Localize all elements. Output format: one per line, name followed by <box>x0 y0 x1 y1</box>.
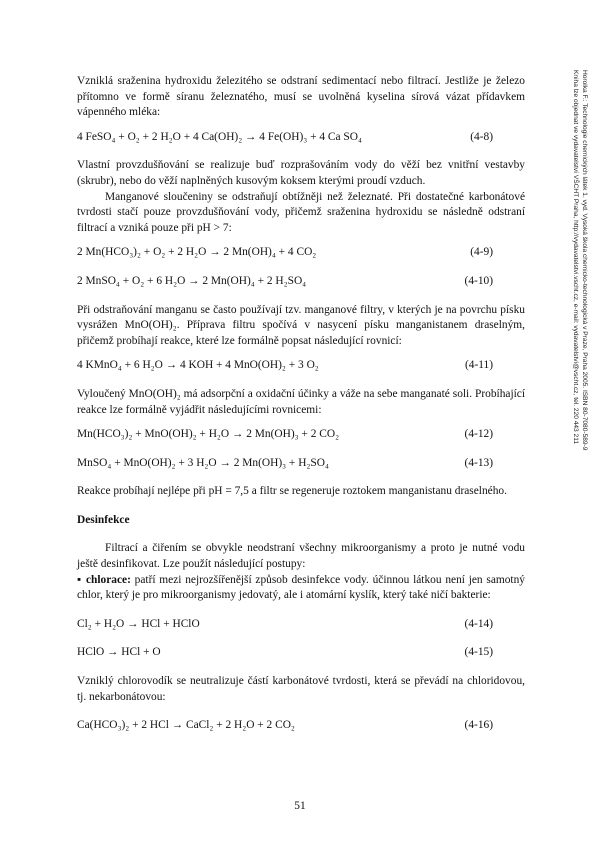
equation-expression: 2 MnSO₄ + O₂ + 6 H₂O → 2 Mn(OH)₄ + 2 H₂SO₄ <box>77 274 307 287</box>
equation-4-16 <box>77 718 525 734</box>
equation-number: (4-14) <box>464 617 493 630</box>
paragraph-aeration: Vlastní provzdušňování se realizuje buď rozprašováním vody do věží bez vnitřní vestavby (skrubr), nebo do věží naplněných kusovým koksem kterými proudí vzduch. <box>77 159 525 187</box>
paragraph-manganese: Manganové sloučeniny se odstraňují obtížněji než železnaté. Při dostatečné karbonátové tvrdosti stačí pouze provzdušňování vody, přičemž sraženina hydroxidu se následně odstraní filtrací a vzniká pouze při pH > 7: <box>77 190 525 234</box>
paragraph-adsorption: Vyloučený MnO(OH)₂ má adsorpční a oxidační účinky a váže na sebe manganaté soli. Probíhající reakce lze formálně vyjádřit následujícími rovnicemi: <box>77 387 525 416</box>
paragraph-iron-precipitate: Vzniklá sraženina hydroxidu železitého se odstraní sedimentací nebo filtrací. Jestliže je železo přítomno ve formě síranu železnatého, musí se uvolněná kyselina sírová vázat přídavkem vápenného mléka: <box>77 75 525 119</box>
equation-4-9 <box>77 245 525 261</box>
equation-number: (4-13) <box>464 456 493 469</box>
equation-expression: Mn(HCO₃)₂ + MnO(OH)₂ + H₂O → 2 Mn(OH)₃ + 2 CO₂ <box>77 428 340 441</box>
equation-number: (4-11) <box>464 359 493 372</box>
citation-line-order: Kniha lze objednat ve vydavatelství VŠCHT Praha, http://vydavatelstvi.vscht.cz, e-mail: vydavatelstvi@vscht.cz, tel. 220 443 211 <box>572 70 579 445</box>
equation-4-12 <box>77 427 525 443</box>
equation-number: (4-10) <box>464 274 493 287</box>
citation-line-book: Horolka F.: Technologie chemických látek 1. vyd. Vysoká škola chemicko-technologická v Praze, Praha 2005. ISBN 80-7080-589-9 <box>581 70 588 451</box>
equation-4-15 <box>77 645 525 661</box>
equation-expression: HClO → HCl + O <box>77 646 161 659</box>
bullet-term: chlorace: <box>85 573 131 586</box>
equation-number: (4-15) <box>464 646 493 659</box>
equation-number: (4-8) <box>470 130 493 143</box>
citation-sidebar <box>556 70 600 630</box>
equation-4-8 <box>77 130 525 146</box>
equation-number: (4-16) <box>464 719 493 732</box>
equation-expression: 2 Mn(HCO₃)₂ + O₂ + 2 H₂O → 2 Mn(OH)₄ + 4 CO₂ <box>77 246 317 259</box>
page-body <box>77 74 525 734</box>
paragraph-hydrochloric-acid: Vzniklý chlorovodík se neutralizuje částí karbonátové tvrdosti, která se převádí na chloridovou, tj. nekarbonátovou: <box>77 675 525 703</box>
equation-expression: 4 KMnO₄ + 6 H₂O → 4 KOH + 4 MnO(OH)₂ + 3 O₂ <box>77 359 319 372</box>
equation-4-13 <box>77 456 525 472</box>
page-number: 51 <box>294 800 306 812</box>
bullet-chlorination <box>77 573 525 604</box>
equation-4-11 <box>77 358 525 374</box>
paragraph-manganese-filters: Při odstraňování manganu se často používají tzv. manganové filtry, v kterých je na povrchu písku vysrážen MnO(OH)₂. Příprava filtru spočívá v nasycení písku manganistanem draselným, přičemž probíhají reakce, které lze formálně popsat následující rovnicí: <box>77 303 525 347</box>
equation-4-10 <box>77 274 525 290</box>
bullet-text: patří mezi nejrozšířenější způsob desinfekce vody. účinnou látkou není jen samotný chlor, který je pro mikroorganismy jedovatý, ale i atomární kyslík, který také ničí bakterie: <box>77 573 525 602</box>
paragraph-regeneration: Reakce probíhají nejlépe při pH = 7,5 a filtr se regeneruje roztokem manganistanu draselného. <box>77 485 507 498</box>
paragraph-disinfection-intro: Filtrací a čiřením se obvykle neodstraní všechny mikroorganismy a proto je nutné vodu ještě desinfikovat. Lze použít následující postupy: <box>77 542 525 571</box>
equation-4-14 <box>77 617 525 633</box>
equation-number: (4-9) <box>470 246 493 259</box>
equation-expression: 4 FeSO₄ + O₂ + 2 H₂O + 4 Ca(OH)₂ → 4 Fe(OH)₃ + 4 Ca SO₄ <box>77 130 362 143</box>
section-heading: Desinfekce <box>77 513 130 526</box>
bullet-icon: ▪ <box>77 573 82 586</box>
equation-number: (4-12) <box>464 428 493 441</box>
equation-expression: Cl₂ + H₂O → HCl + HClO <box>77 617 200 630</box>
citation-text <box>571 70 589 630</box>
equation-expression: Ca(HCO₃)₂ + 2 HCl → CaCl₂ + 2 H₂O + 2 CO₂ <box>77 719 295 732</box>
equation-expression: MnSO₄ + MnO(OH)₂ + 3 H₂O → 2 Mn(OH)₃ + H₂SO₄ <box>77 456 329 469</box>
